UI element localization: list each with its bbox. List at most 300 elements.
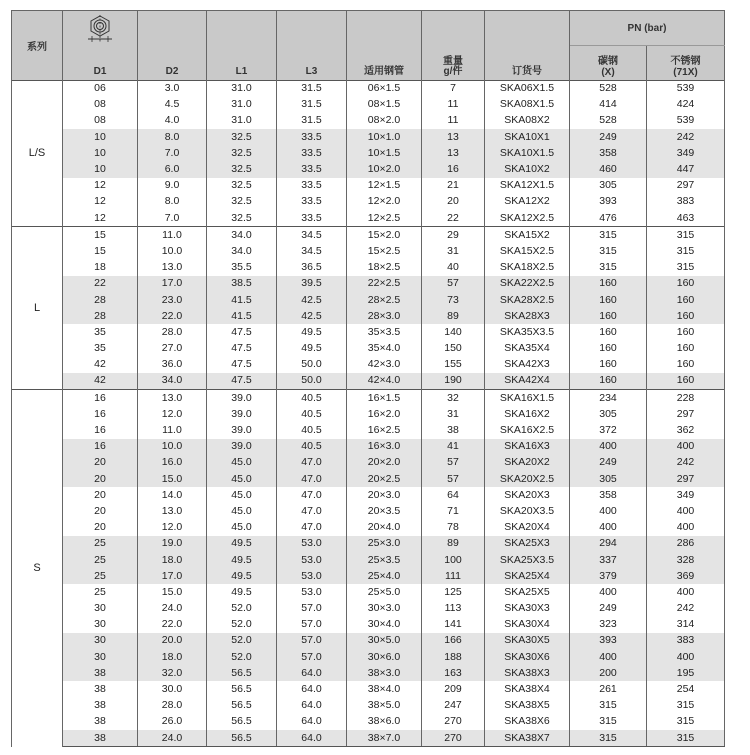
cell-order: SKA25X4 (485, 568, 570, 584)
cell-d2: 27.0 (138, 341, 207, 357)
header-pipe: 适用钢管 (347, 11, 422, 81)
cell-pn-carbon: 372 (570, 422, 647, 438)
cell-d1: 38 (63, 681, 138, 697)
cell-l3: 53.0 (277, 552, 347, 568)
cell-pn-carbon: 234 (570, 390, 647, 407)
fitting-cross-section-icon (80, 34, 120, 45)
table-row (12, 714, 725, 730)
cell-pn-stainless: 362 (647, 422, 725, 438)
cell-d2: 17.0 (138, 276, 207, 292)
table-row (12, 292, 725, 308)
cell-d2: 26.0 (138, 714, 207, 730)
cell-d1: 35 (63, 324, 138, 340)
cell-l1: 39.0 (207, 439, 277, 455)
cell-pn-stainless: 228 (647, 390, 725, 407)
cell-d2: 12.0 (138, 520, 207, 536)
cell-pn-stainless: 286 (647, 536, 725, 552)
cell-pn-carbon: 200 (570, 665, 647, 681)
cell-d2: 10.0 (138, 439, 207, 455)
table-row (12, 730, 725, 747)
cell-d2: 8.0 (138, 129, 207, 145)
cell-l3: 33.5 (277, 194, 347, 210)
cell-pn-carbon: 476 (570, 210, 647, 227)
table-header (12, 11, 725, 81)
cell-order: SKA30X4 (485, 617, 570, 633)
cell-weight: 40 (422, 260, 485, 276)
table-row (12, 276, 725, 292)
cell-order: SKA12X2 (485, 194, 570, 210)
cell-weight: 100 (422, 552, 485, 568)
cell-pn-stainless: 447 (647, 161, 725, 177)
cell-l1: 45.0 (207, 455, 277, 471)
cell-order: SKA16X1.5 (485, 390, 570, 407)
cell-pn-stainless: 242 (647, 601, 725, 617)
header-weight (422, 11, 485, 81)
cell-order: SKA10X1.5 (485, 145, 570, 161)
cell-l1: 34.0 (207, 243, 277, 259)
cell-pipe: 16×3.0 (347, 439, 422, 455)
table-row (12, 422, 725, 438)
cell-pipe: 38×5.0 (347, 698, 422, 714)
cell-pn-carbon: 261 (570, 681, 647, 697)
table-row (12, 455, 725, 471)
cell-l1: 47.5 (207, 357, 277, 373)
cell-d2: 15.0 (138, 471, 207, 487)
cell-d2: 8.0 (138, 194, 207, 210)
cell-d2: 7.0 (138, 145, 207, 161)
cell-pn-carbon: 160 (570, 292, 647, 308)
cell-pn-stainless: 242 (647, 455, 725, 471)
cell-pipe: 30×5.0 (347, 633, 422, 649)
table-row (12, 536, 725, 552)
cell-pipe: 16×1.5 (347, 390, 422, 407)
cell-l3: 57.0 (277, 633, 347, 649)
cell-pn-stainless: 160 (647, 357, 725, 373)
cell-d2: 32.0 (138, 665, 207, 681)
cell-d1: 15 (63, 243, 138, 259)
cell-l3: 40.5 (277, 439, 347, 455)
cell-d1: 12 (63, 210, 138, 227)
cell-weight: 13 (422, 145, 485, 161)
table-row (12, 520, 725, 536)
cell-l1: 39.0 (207, 406, 277, 422)
cell-order: SKA30X3 (485, 601, 570, 617)
header-weight-line2: g/件 (443, 65, 463, 77)
cell-l1: 52.0 (207, 601, 277, 617)
cell-pn-carbon: 393 (570, 633, 647, 649)
table-row (12, 406, 725, 422)
cell-d1: 42 (63, 357, 138, 373)
cell-l3: 64.0 (277, 681, 347, 697)
cell-order: SKA25X5 (485, 584, 570, 600)
cell-weight: 21 (422, 178, 485, 194)
cell-pipe: 10×1.0 (347, 129, 422, 145)
cell-weight: 247 (422, 698, 485, 714)
cell-order: SKA30X6 (485, 649, 570, 665)
cell-pipe: 20×2.5 (347, 471, 422, 487)
cell-pipe: 20×3.5 (347, 503, 422, 519)
cell-d1: 35 (63, 341, 138, 357)
header-weight-line1: 重量 (443, 55, 463, 67)
cell-d2: 20.0 (138, 633, 207, 649)
cell-weight: 57 (422, 471, 485, 487)
cell-order: SKA12X1.5 (485, 178, 570, 194)
cell-l1: 35.5 (207, 260, 277, 276)
table-row (12, 357, 725, 373)
cell-pn-carbon: 323 (570, 617, 647, 633)
cell-pn-stainless: 297 (647, 471, 725, 487)
cell-d1: 25 (63, 568, 138, 584)
cell-d2: 11.0 (138, 422, 207, 438)
cell-d2: 15.0 (138, 584, 207, 600)
cell-pn-carbon: 294 (570, 536, 647, 552)
cell-weight: 270 (422, 730, 485, 747)
cell-pipe: 16×2.0 (347, 406, 422, 422)
table-row (12, 243, 725, 259)
cell-weight: 270 (422, 714, 485, 730)
cell-pn-carbon: 358 (570, 487, 647, 503)
table-row (12, 260, 725, 276)
table-row (12, 178, 725, 194)
cell-weight: 78 (422, 520, 485, 536)
cell-pn-carbon: 160 (570, 308, 647, 324)
cell-pn-carbon: 305 (570, 178, 647, 194)
fitting-spec-table (11, 10, 725, 747)
cell-order: SKA20X2.5 (485, 471, 570, 487)
table-row (12, 439, 725, 455)
cell-d1: 16 (63, 406, 138, 422)
cell-pipe: 38×3.0 (347, 665, 422, 681)
cell-pn-stainless: 369 (647, 568, 725, 584)
cell-pn-stainless: 424 (647, 97, 725, 113)
cell-d2: 3.0 (138, 80, 207, 97)
table-row (12, 113, 725, 129)
cell-pn-stainless: 160 (647, 341, 725, 357)
cell-d1: 08 (63, 97, 138, 113)
cell-d1: 20 (63, 503, 138, 519)
cell-order: SKA38X6 (485, 714, 570, 730)
cell-pn-stainless: 463 (647, 210, 725, 227)
cell-weight: 73 (422, 292, 485, 308)
cell-weight: 155 (422, 357, 485, 373)
cell-d1: 06 (63, 80, 138, 97)
cell-pipe: 20×2.0 (347, 455, 422, 471)
cell-l1: 45.0 (207, 520, 277, 536)
header-d2: D2 (138, 11, 207, 81)
cell-order: SKA38X7 (485, 730, 570, 747)
table-row (12, 145, 725, 161)
cell-weight: 190 (422, 373, 485, 390)
cell-pn-stainless: 400 (647, 649, 725, 665)
cell-order: SKA16X2.5 (485, 422, 570, 438)
cell-pn-stainless: 160 (647, 276, 725, 292)
cell-pipe: 38×7.0 (347, 730, 422, 747)
cell-l1: 32.5 (207, 161, 277, 177)
header-pn: PN (bar) (570, 11, 725, 46)
cell-d2: 16.0 (138, 455, 207, 471)
cell-d1: 30 (63, 617, 138, 633)
cell-l1: 47.5 (207, 324, 277, 340)
cell-order: SKA30X5 (485, 633, 570, 649)
header-carbon (570, 46, 647, 81)
cell-order: SKA20X3.5 (485, 503, 570, 519)
spec-table-container (11, 10, 724, 747)
cell-d2: 12.0 (138, 406, 207, 422)
table-body (12, 80, 725, 747)
cell-l3: 42.5 (277, 292, 347, 308)
cell-pipe: 25×3.0 (347, 536, 422, 552)
header-series: 系列 (12, 11, 63, 81)
cell-order: SKA08X2 (485, 113, 570, 129)
cell-order: SKA22X2.5 (485, 276, 570, 292)
cell-pn-carbon: 528 (570, 113, 647, 129)
cell-l3: 31.5 (277, 80, 347, 97)
cell-pn-stainless: 539 (647, 80, 725, 97)
cell-d2: 30.0 (138, 681, 207, 697)
cell-weight: 11 (422, 97, 485, 113)
cell-l1: 32.5 (207, 194, 277, 210)
cell-pn-carbon: 160 (570, 357, 647, 373)
cell-d1: 30 (63, 649, 138, 665)
cell-d1: 20 (63, 487, 138, 503)
cell-pn-carbon: 528 (570, 80, 647, 97)
cell-pipe: 12×2.5 (347, 210, 422, 227)
table-row (12, 80, 725, 97)
cell-d1: 12 (63, 178, 138, 194)
cell-d1: 20 (63, 471, 138, 487)
cell-d2: 9.0 (138, 178, 207, 194)
cell-pipe: 12×2.0 (347, 194, 422, 210)
cell-d1: 42 (63, 373, 138, 390)
cell-l3: 47.0 (277, 455, 347, 471)
cell-order: SKA15X2 (485, 227, 570, 244)
cell-d2: 13.0 (138, 390, 207, 407)
cell-l1: 31.0 (207, 113, 277, 129)
cell-pn-stainless: 160 (647, 292, 725, 308)
header-l3: L3 (277, 11, 347, 81)
cell-l3: 47.0 (277, 471, 347, 487)
cell-l3: 33.5 (277, 178, 347, 194)
cell-d1: 28 (63, 308, 138, 324)
cell-l1: 32.5 (207, 210, 277, 227)
cell-l3: 33.5 (277, 161, 347, 177)
series-cell: S (12, 390, 63, 747)
cell-l3: 40.5 (277, 422, 347, 438)
cell-d1: 20 (63, 455, 138, 471)
cell-order: SKA15X2.5 (485, 243, 570, 259)
cell-pn-stainless: 400 (647, 503, 725, 519)
cell-pipe: 30×3.0 (347, 601, 422, 617)
cell-l3: 50.0 (277, 373, 347, 390)
cell-l1: 45.0 (207, 503, 277, 519)
cell-pipe: 06×1.5 (347, 80, 422, 97)
cell-weight: 89 (422, 536, 485, 552)
cell-l1: 47.5 (207, 373, 277, 390)
cell-weight: 163 (422, 665, 485, 681)
cell-d2: 17.0 (138, 568, 207, 584)
cell-l1: 41.5 (207, 308, 277, 324)
cell-l1: 56.5 (207, 730, 277, 747)
cell-weight: 38 (422, 422, 485, 438)
table-row (12, 341, 725, 357)
cell-pipe: 10×1.5 (347, 145, 422, 161)
cell-l1: 47.5 (207, 341, 277, 357)
cell-weight: 71 (422, 503, 485, 519)
cell-d1: 38 (63, 665, 138, 681)
cell-order: SKA35X3.5 (485, 324, 570, 340)
cell-d1: 10 (63, 145, 138, 161)
cell-l3: 47.0 (277, 520, 347, 536)
table-row (12, 227, 725, 244)
cell-l1: 41.5 (207, 292, 277, 308)
cell-order: SKA38X4 (485, 681, 570, 697)
cell-weight: 22 (422, 210, 485, 227)
cell-pipe: 16×2.5 (347, 422, 422, 438)
cell-weight: 11 (422, 113, 485, 129)
cell-pipe: 15×2.5 (347, 243, 422, 259)
cell-pn-stainless: 400 (647, 584, 725, 600)
cell-l3: 53.0 (277, 536, 347, 552)
cell-d2: 11.0 (138, 227, 207, 244)
cell-pn-stainless: 160 (647, 308, 725, 324)
cell-order: SKA42X3 (485, 357, 570, 373)
header-carbon-line2: (X) (601, 66, 615, 78)
cell-weight: 7 (422, 80, 485, 97)
cell-l3: 64.0 (277, 698, 347, 714)
cell-d2: 4.0 (138, 113, 207, 129)
cell-pn-carbon: 305 (570, 471, 647, 487)
cell-d2: 22.0 (138, 308, 207, 324)
cell-pn-stainless: 297 (647, 178, 725, 194)
table-row (12, 568, 725, 584)
cell-pn-stainless: 242 (647, 129, 725, 145)
header-stainless (647, 46, 725, 81)
header-l1: L1 (207, 11, 277, 81)
cell-pipe: 38×4.0 (347, 681, 422, 697)
cell-d1: 25 (63, 584, 138, 600)
cell-pn-carbon: 315 (570, 243, 647, 259)
cell-pipe: 42×4.0 (347, 373, 422, 390)
cell-l3: 57.0 (277, 649, 347, 665)
cell-pn-carbon: 160 (570, 341, 647, 357)
cell-pn-stainless: 160 (647, 324, 725, 340)
cell-pn-stainless: 314 (647, 617, 725, 633)
cell-d2: 18.0 (138, 649, 207, 665)
cell-d2: 18.0 (138, 552, 207, 568)
cell-pn-stainless: 254 (647, 681, 725, 697)
cell-weight: 209 (422, 681, 485, 697)
cell-l3: 33.5 (277, 210, 347, 227)
cell-pn-stainless: 383 (647, 633, 725, 649)
cell-l3: 31.5 (277, 113, 347, 129)
cell-pipe: 22×2.5 (347, 276, 422, 292)
cell-weight: 188 (422, 649, 485, 665)
cell-pipe: 08×2.0 (347, 113, 422, 129)
cell-pn-carbon: 400 (570, 520, 647, 536)
cell-l1: 56.5 (207, 698, 277, 714)
cell-pn-carbon: 400 (570, 584, 647, 600)
cell-pn-carbon: 358 (570, 145, 647, 161)
cell-pipe: 25×4.0 (347, 568, 422, 584)
cell-order: SKA06X1.5 (485, 80, 570, 97)
cell-d2: 22.0 (138, 617, 207, 633)
cell-order: SKA38X5 (485, 698, 570, 714)
cell-order: SKA42X4 (485, 373, 570, 390)
cell-weight: 113 (422, 601, 485, 617)
table-row (12, 97, 725, 113)
cell-d1: 12 (63, 194, 138, 210)
table-row (12, 487, 725, 503)
header-carbon-line1: 碳钢 (598, 55, 618, 67)
cell-l3: 33.5 (277, 129, 347, 145)
table-row (12, 194, 725, 210)
cell-l3: 40.5 (277, 406, 347, 422)
cell-pn-stainless: 539 (647, 113, 725, 129)
table-row (12, 552, 725, 568)
cell-pn-stainless: 328 (647, 552, 725, 568)
cell-pipe: 30×6.0 (347, 649, 422, 665)
table-row (12, 471, 725, 487)
cell-l1: 34.0 (207, 227, 277, 244)
cell-d2: 10.0 (138, 243, 207, 259)
cell-l1: 32.5 (207, 145, 277, 161)
cell-d1: 25 (63, 552, 138, 568)
table-row (12, 503, 725, 519)
cell-pn-carbon: 160 (570, 276, 647, 292)
cell-pn-carbon: 249 (570, 129, 647, 145)
table-row (12, 324, 725, 340)
cell-d1: 25 (63, 536, 138, 552)
cell-order: SKA25X3.5 (485, 552, 570, 568)
cell-weight: 57 (422, 455, 485, 471)
cell-pn-carbon: 315 (570, 714, 647, 730)
cell-l3: 47.0 (277, 503, 347, 519)
cell-pn-carbon: 400 (570, 503, 647, 519)
cell-l3: 31.5 (277, 97, 347, 113)
cell-l1: 49.5 (207, 568, 277, 584)
cell-l3: 53.0 (277, 584, 347, 600)
header-stainless-line1: 不锈钢 (670, 55, 701, 67)
cell-pn-carbon: 249 (570, 601, 647, 617)
cell-pipe: 42×3.0 (347, 357, 422, 373)
cell-l3: 34.5 (277, 243, 347, 259)
cell-pipe: 18×2.5 (347, 260, 422, 276)
cell-l1: 45.0 (207, 471, 277, 487)
header-stainless-line2: (71X) (673, 66, 698, 78)
table-row (12, 584, 725, 600)
table-row (12, 649, 725, 665)
cell-pn-carbon: 305 (570, 406, 647, 422)
cell-d1: 18 (63, 260, 138, 276)
cell-pipe: 38×6.0 (347, 714, 422, 730)
cell-pipe: 35×4.0 (347, 341, 422, 357)
table-row (12, 161, 725, 177)
cell-pipe: 10×2.0 (347, 161, 422, 177)
cell-weight: 141 (422, 617, 485, 633)
cell-weight: 150 (422, 341, 485, 357)
cell-pn-carbon: 315 (570, 260, 647, 276)
cell-d1: 20 (63, 520, 138, 536)
cell-order: SKA38X3 (485, 665, 570, 681)
cell-pn-carbon: 400 (570, 439, 647, 455)
cell-pipe: 25×3.5 (347, 552, 422, 568)
cell-order: SKA35X4 (485, 341, 570, 357)
cell-pn-stainless: 315 (647, 260, 725, 276)
cell-d1: 28 (63, 292, 138, 308)
cell-l3: 42.5 (277, 308, 347, 324)
cell-d2: 34.0 (138, 373, 207, 390)
cell-l3: 36.5 (277, 260, 347, 276)
